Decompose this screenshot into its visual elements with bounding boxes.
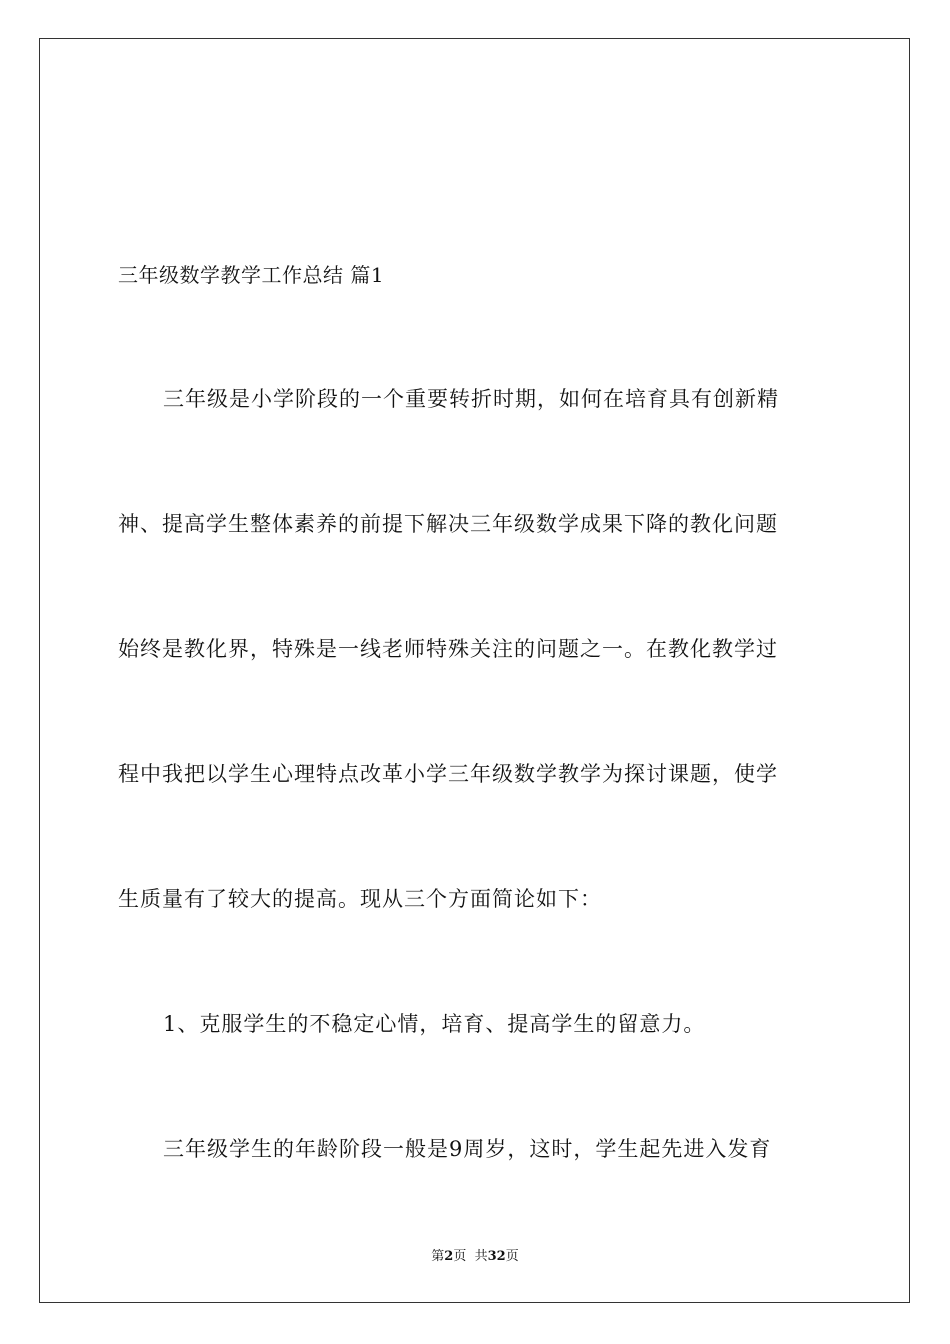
paragraph-line: 三年级学生的年龄阶段一般是9周岁，这时，学生起先进入发育	[163, 1137, 772, 1161]
paragraph-line: 生质量有了较大的提高。现从三个方面简论如下：	[118, 887, 602, 911]
page-suffix: 页	[505, 1249, 519, 1264]
page-middle: 页 共	[453, 1249, 488, 1264]
page-border	[39, 38, 910, 1303]
page-footer	[0, 1248, 950, 1266]
page-current: 2	[444, 1249, 454, 1264]
page-total: 32	[487, 1249, 506, 1264]
paragraph-line: 程中我把以学生心理特点改革小学三年级数学教学为探讨课题，使学	[118, 762, 778, 786]
paragraph-line: 神、提高学生整体素养的前提下解决三年级数学成果下降的教化问题	[118, 512, 778, 536]
paragraph-line: 始终是教化界，特殊是一线老师特殊关注的问题之一。在教化教学过	[118, 637, 778, 661]
page-prefix: 第	[431, 1249, 445, 1264]
document-title: 三年级数学教学工作总结 篇1	[118, 263, 385, 287]
paragraph-line: 三年级是小学阶段的一个重要转折时期，如何在培育具有创新精	[163, 387, 779, 411]
section-heading: 1、克服学生的不稳定心情，培育、提高学生的留意力。	[163, 1012, 706, 1036]
